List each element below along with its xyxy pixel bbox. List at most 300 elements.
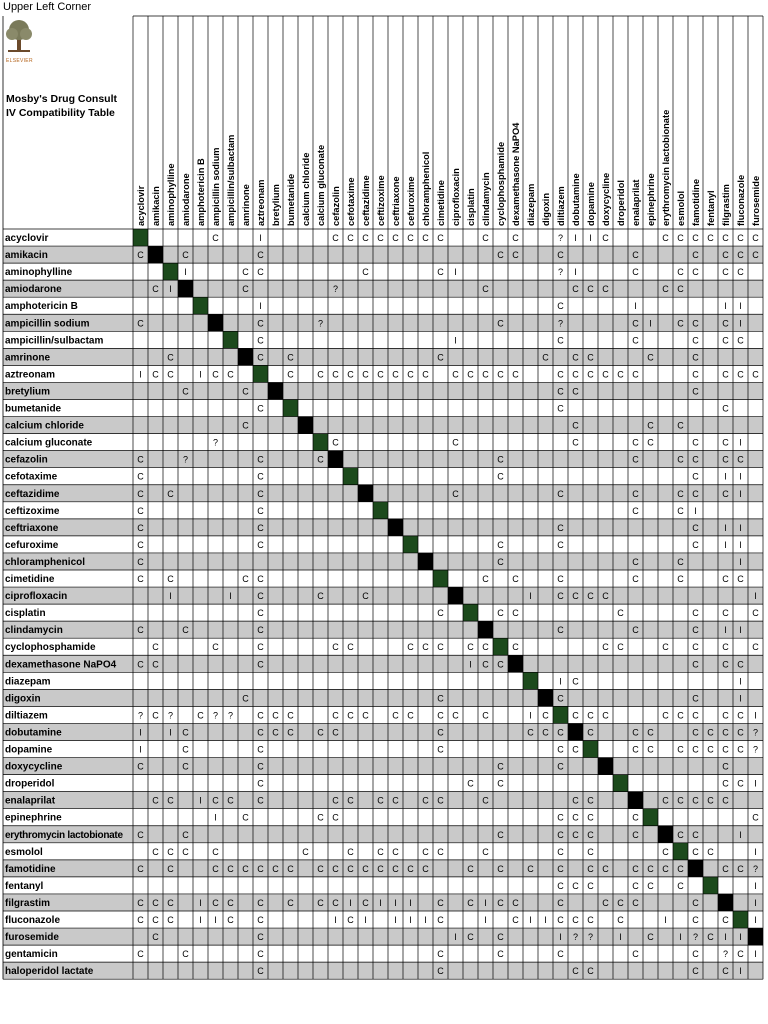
cell-value: I <box>649 318 652 329</box>
cell-value: C <box>722 488 729 499</box>
cell-value: C <box>347 233 354 244</box>
cell-value: C <box>722 369 729 380</box>
cell-value: C <box>452 369 459 380</box>
cell-value: C <box>572 284 579 295</box>
title-line-2: IV Compatibility Table <box>6 107 115 119</box>
cell-value: C <box>227 795 234 806</box>
cell-value: C <box>722 761 729 772</box>
cell-value: C <box>182 250 189 261</box>
cell-value: C <box>137 454 144 465</box>
cell-value: I <box>739 966 742 977</box>
cell-value: C <box>677 318 684 329</box>
cell-value: C <box>137 659 144 670</box>
cell-value: C <box>467 642 474 653</box>
cell-value: C <box>542 727 549 738</box>
cell-value: C <box>617 897 624 908</box>
cell-value: I <box>409 915 412 926</box>
cell-value: C <box>572 880 579 891</box>
cell-value: C <box>317 863 324 874</box>
cell-value: C <box>737 335 744 346</box>
column-header: filgrastim <box>721 184 731 226</box>
cell-value: C <box>737 727 744 738</box>
cell-value: C <box>227 369 234 380</box>
cell-value: C <box>557 369 564 380</box>
cell-value: C <box>572 915 579 926</box>
cell-value: C <box>257 250 264 261</box>
cell-value: C <box>737 267 744 278</box>
cell-value: I <box>754 880 757 891</box>
cell-value: C <box>617 369 624 380</box>
cell-value: C <box>212 863 219 874</box>
cell-value: C <box>572 352 579 363</box>
diagonal-cell <box>133 229 148 246</box>
cell-value: C <box>497 608 504 619</box>
cell-value: C <box>632 625 639 636</box>
cell-value: C <box>227 915 234 926</box>
cell-value: I <box>739 625 742 636</box>
cell-value: C <box>257 625 264 636</box>
cell-value: ? <box>227 710 234 721</box>
cell-value: C <box>557 693 564 704</box>
cell-value: C <box>407 863 414 874</box>
cell-value: I <box>169 727 172 738</box>
cell-value: C <box>572 795 579 806</box>
cell-value: C <box>287 897 294 908</box>
diagonal-cell <box>403 536 418 553</box>
diagonal-cell <box>508 655 523 672</box>
cell-value: C <box>722 795 729 806</box>
row-shade <box>3 587 763 604</box>
cell-value: I <box>664 915 667 926</box>
cell-value: C <box>647 880 654 891</box>
cell-value: C <box>392 710 399 721</box>
diagonal-cell <box>523 672 538 689</box>
cell-value: C <box>557 539 564 550</box>
row-label: filgrastim <box>5 897 51 909</box>
cell-value: C <box>137 829 144 840</box>
cell-value: C <box>677 880 684 891</box>
cell-value: C <box>512 574 519 585</box>
cell-value: C <box>152 710 159 721</box>
row-label: furosemide <box>5 932 59 944</box>
diagonal-cell <box>223 331 238 348</box>
cell-value: C <box>527 727 534 738</box>
cell-value: C <box>557 403 564 414</box>
cell-value: C <box>572 710 579 721</box>
cell-value: C <box>257 897 264 908</box>
column-header: amikacin <box>151 186 161 226</box>
cell-value: C <box>692 386 699 397</box>
cell-value: C <box>317 369 324 380</box>
cell-value: C <box>737 574 744 585</box>
diagonal-cell <box>373 502 388 519</box>
diagonal-cell <box>178 280 193 297</box>
column-header: bumetanide <box>286 173 296 226</box>
cell-value: C <box>437 897 444 908</box>
cell-value: C <box>497 659 504 670</box>
cell-value: C <box>257 659 264 670</box>
cell-value: C <box>257 966 264 977</box>
cell-value: C <box>167 863 174 874</box>
cell-value: C <box>617 608 624 619</box>
cell-value: C <box>692 642 699 653</box>
cell-value: C <box>242 267 249 278</box>
cell-value: I <box>724 625 727 636</box>
cell-value: I <box>739 522 742 533</box>
cell-value: C <box>572 676 579 687</box>
row-label: erythromycin lactobionate <box>5 829 123 841</box>
cell-value: C <box>257 761 264 772</box>
cell-value: C <box>632 318 639 329</box>
cell-value: C <box>437 267 444 278</box>
cell-value: C <box>722 778 729 789</box>
cell-value: C <box>317 591 324 602</box>
cell-value: I <box>424 915 427 926</box>
diagonal-cell <box>193 297 208 314</box>
cell-value: C <box>722 710 729 721</box>
cell-value: C <box>212 897 219 908</box>
cell-value: C <box>662 233 669 244</box>
cell-value: C <box>632 267 639 278</box>
cell-value: C <box>137 897 144 908</box>
cell-value: C <box>557 625 564 636</box>
row-label: calcium chloride <box>5 420 84 432</box>
cell-value: C <box>587 863 594 874</box>
cell-value: C <box>302 846 309 857</box>
cell-value: C <box>257 505 264 516</box>
cell-value: I <box>739 676 742 687</box>
cell-value: I <box>724 932 727 943</box>
row-label: amiodarone <box>5 284 62 296</box>
cell-value: C <box>692 335 699 346</box>
cell-value: C <box>167 369 174 380</box>
cell-value: C <box>692 233 699 244</box>
cell-value: C <box>317 897 324 908</box>
cell-value: C <box>287 369 294 380</box>
cell-value: C <box>452 488 459 499</box>
cell-value: I <box>754 846 757 857</box>
cell-value: C <box>722 437 729 448</box>
cell-value: C <box>257 932 264 943</box>
diagonal-cell <box>718 894 733 911</box>
cell-value: C <box>677 233 684 244</box>
cell-value: C <box>347 846 354 857</box>
cell-value: I <box>229 591 232 602</box>
cell-value: C <box>242 420 249 431</box>
cell-value: C <box>257 642 264 653</box>
cell-value: C <box>677 505 684 516</box>
cell-value: C <box>737 949 744 960</box>
cell-value: C <box>722 335 729 346</box>
cell-value: C <box>257 403 264 414</box>
cell-value: C <box>557 301 564 312</box>
cell-value: C <box>482 659 489 670</box>
cell-value: C <box>692 352 699 363</box>
cell-value: C <box>632 335 639 346</box>
cell-value: I <box>574 267 577 278</box>
row-label: clindamycin <box>5 625 63 637</box>
cell-value: C <box>182 744 189 755</box>
diagonal-cell <box>238 348 253 365</box>
cell-value: C <box>242 386 249 397</box>
cell-value: C <box>437 795 444 806</box>
cell-value: C <box>497 761 504 772</box>
cell-value: C <box>737 744 744 755</box>
cell-value: C <box>737 454 744 465</box>
diagonal-cell <box>463 604 478 621</box>
cell-value: C <box>467 863 474 874</box>
row-label: ampicillin/sulbactam <box>5 335 104 347</box>
cell-value: I <box>454 932 457 943</box>
row-label: amrinone <box>5 352 51 364</box>
column-header: amrinone <box>241 184 251 226</box>
cell-value: C <box>392 369 399 380</box>
cell-value: I <box>739 318 742 329</box>
cell-value: C <box>512 897 519 908</box>
diagonal-cell <box>268 382 283 399</box>
cell-value: C <box>557 863 564 874</box>
column-header: amphotericin B <box>196 158 206 226</box>
cell-value: C <box>722 659 729 670</box>
cell-value: C <box>257 454 264 465</box>
cell-value: C <box>632 369 639 380</box>
cell-value: C <box>332 812 339 823</box>
cell-value: C <box>212 233 219 244</box>
cell-value: C <box>482 574 489 585</box>
cell-value: C <box>257 744 264 755</box>
column-header: cefuroxime <box>406 176 416 226</box>
row-label: dobutamine <box>5 727 62 739</box>
cell-value: C <box>482 846 489 857</box>
cell-value: I <box>409 897 412 908</box>
cell-value: C <box>377 863 384 874</box>
cell-value: C <box>497 897 504 908</box>
diagonal-cell <box>343 468 358 485</box>
cell-value: I <box>334 915 337 926</box>
cell-value: C <box>512 250 519 261</box>
cell-value: C <box>722 966 729 977</box>
cell-value: ? <box>557 233 564 244</box>
cell-value: C <box>722 454 729 465</box>
cell-value: C <box>392 795 399 806</box>
cell-value: C <box>332 897 339 908</box>
cell-value: C <box>737 863 744 874</box>
row-label: cefazolin <box>5 454 48 466</box>
cell-value: C <box>752 812 759 823</box>
cell-value: I <box>139 727 142 738</box>
column-header: calcium gluconate <box>316 144 326 226</box>
cell-value: C <box>437 744 444 755</box>
cell-value: C <box>437 608 444 619</box>
cell-value: C <box>362 233 369 244</box>
diagonal-cell <box>733 911 748 928</box>
cell-value: C <box>257 318 264 329</box>
column-header: erythromycin lactobionate <box>661 109 671 226</box>
cell-value: C <box>287 710 294 721</box>
cell-value: C <box>467 932 474 943</box>
cell-value: C <box>152 659 159 670</box>
cell-value: C <box>647 352 654 363</box>
cell-value: I <box>739 693 742 704</box>
cell-value: C <box>632 250 639 261</box>
cell-value: C <box>557 591 564 602</box>
cell-value: C <box>482 795 489 806</box>
cell-value: C <box>722 574 729 585</box>
cell-value: C <box>632 505 639 516</box>
cell-value: C <box>707 744 714 755</box>
row-label: dexamethasone NaPO4 <box>5 659 117 671</box>
row-label: amikacin <box>5 250 48 262</box>
column-header: chloramphenicol <box>421 151 431 226</box>
cell-value: C <box>602 863 609 874</box>
cell-value: C <box>497 829 504 840</box>
cell-value: I <box>379 897 382 908</box>
cell-value: C <box>257 863 264 874</box>
cell-value: C <box>722 403 729 414</box>
cell-value: ? <box>587 932 594 943</box>
diagonal-cell <box>388 519 403 536</box>
row-label: doxycycline <box>5 761 63 773</box>
row-shade <box>3 382 763 399</box>
cell-value: I <box>259 301 262 312</box>
cell-value: C <box>497 863 504 874</box>
row-shade <box>3 894 763 911</box>
row-shade <box>3 553 763 570</box>
column-header: calcium chloride <box>301 152 311 226</box>
cell-value: C <box>212 795 219 806</box>
cell-value: C <box>257 727 264 738</box>
cell-value: C <box>692 693 699 704</box>
cell-value: C <box>332 437 339 448</box>
cell-value: C <box>137 761 144 772</box>
cell-value: C <box>737 369 744 380</box>
row-shade <box>3 280 763 297</box>
cell-value: C <box>587 880 594 891</box>
cell-value: C <box>347 369 354 380</box>
cell-value: C <box>137 488 144 499</box>
cell-value: I <box>739 556 742 567</box>
cell-value: C <box>392 846 399 857</box>
diagonal-cell <box>628 792 643 809</box>
cell-value: C <box>257 574 264 585</box>
cell-value: C <box>677 574 684 585</box>
cell-value: C <box>707 795 714 806</box>
cell-value: C <box>317 727 324 738</box>
cell-value: ? <box>572 932 579 943</box>
column-header: diltiazem <box>556 186 566 226</box>
cell-value: C <box>722 318 729 329</box>
cell-value: ? <box>332 284 339 295</box>
column-header: enalaprilat <box>631 179 641 226</box>
cell-value: C <box>557 744 564 755</box>
cell-value: I <box>394 897 397 908</box>
cell-value: C <box>482 642 489 653</box>
cell-value: I <box>529 915 532 926</box>
cell-value: C <box>167 795 174 806</box>
cell-value: C <box>137 915 144 926</box>
cell-value: C <box>692 454 699 465</box>
cell-value: C <box>722 250 729 261</box>
cell-value: C <box>257 267 264 278</box>
cell-value: C <box>692 795 699 806</box>
cell-value: I <box>544 915 547 926</box>
cell-value: C <box>347 710 354 721</box>
column-header: ciprofloxacin <box>451 168 461 226</box>
row-label: fentanyl <box>5 880 44 892</box>
cell-value: C <box>482 284 489 295</box>
cell-value: I <box>469 659 472 670</box>
cell-value: C <box>362 710 369 721</box>
row-label: fluconazole <box>5 915 61 927</box>
cell-value: C <box>257 539 264 550</box>
cell-value: C <box>737 250 744 261</box>
cell-value: C <box>587 812 594 823</box>
cell-value: C <box>422 863 429 874</box>
cell-value: C <box>452 710 459 721</box>
cell-value: C <box>182 386 189 397</box>
cell-value: C <box>722 915 729 926</box>
cell-value: C <box>572 369 579 380</box>
row-label: cefuroxime <box>5 539 59 551</box>
column-header: cefotaxime <box>346 177 356 226</box>
column-header: cyclophosphamide <box>496 141 506 226</box>
row-shade <box>3 655 763 672</box>
cell-value: I <box>619 932 622 943</box>
cell-value: C <box>587 352 594 363</box>
cell-value: C <box>602 284 609 295</box>
cell-value: C <box>632 437 639 448</box>
cell-value: C <box>737 659 744 670</box>
cell-value: ? <box>212 437 219 448</box>
cell-value: C <box>647 932 654 943</box>
column-header: furosemide <box>751 175 761 226</box>
diagonal-cell <box>643 809 658 826</box>
cell-value: C <box>692 471 699 482</box>
cell-value: I <box>754 949 757 960</box>
cell-value: C <box>482 369 489 380</box>
cell-value: C <box>737 778 744 789</box>
cell-value: C <box>167 846 174 857</box>
column-header: diazepam <box>526 183 536 226</box>
cell-value: C <box>257 608 264 619</box>
diagonal-cell <box>598 758 613 775</box>
cell-value: C <box>557 727 564 738</box>
cell-value: C <box>227 897 234 908</box>
cell-value: C <box>272 727 279 738</box>
diagonal-cell <box>688 860 703 877</box>
cell-value: I <box>724 301 727 312</box>
cell-value: C <box>692 625 699 636</box>
cell-value: C <box>557 880 564 891</box>
column-header: ampicillin/sulbactam <box>226 134 236 226</box>
cell-value: C <box>422 642 429 653</box>
cell-value: C <box>167 352 174 363</box>
cell-value: C <box>422 233 429 244</box>
cell-value: C <box>557 250 564 261</box>
cell-value: C <box>662 863 669 874</box>
diagonal-cell <box>283 400 298 417</box>
cell-value: C <box>677 488 684 499</box>
cell-value: C <box>557 574 564 585</box>
cell-value: C <box>497 949 504 960</box>
cell-value: C <box>422 846 429 857</box>
diagonal-cell <box>298 417 313 434</box>
column-header: dopamine <box>586 182 596 226</box>
cell-value: C <box>677 556 684 567</box>
cell-value: C <box>182 727 189 738</box>
cell-value: C <box>497 471 504 482</box>
cell-value: C <box>602 233 609 244</box>
